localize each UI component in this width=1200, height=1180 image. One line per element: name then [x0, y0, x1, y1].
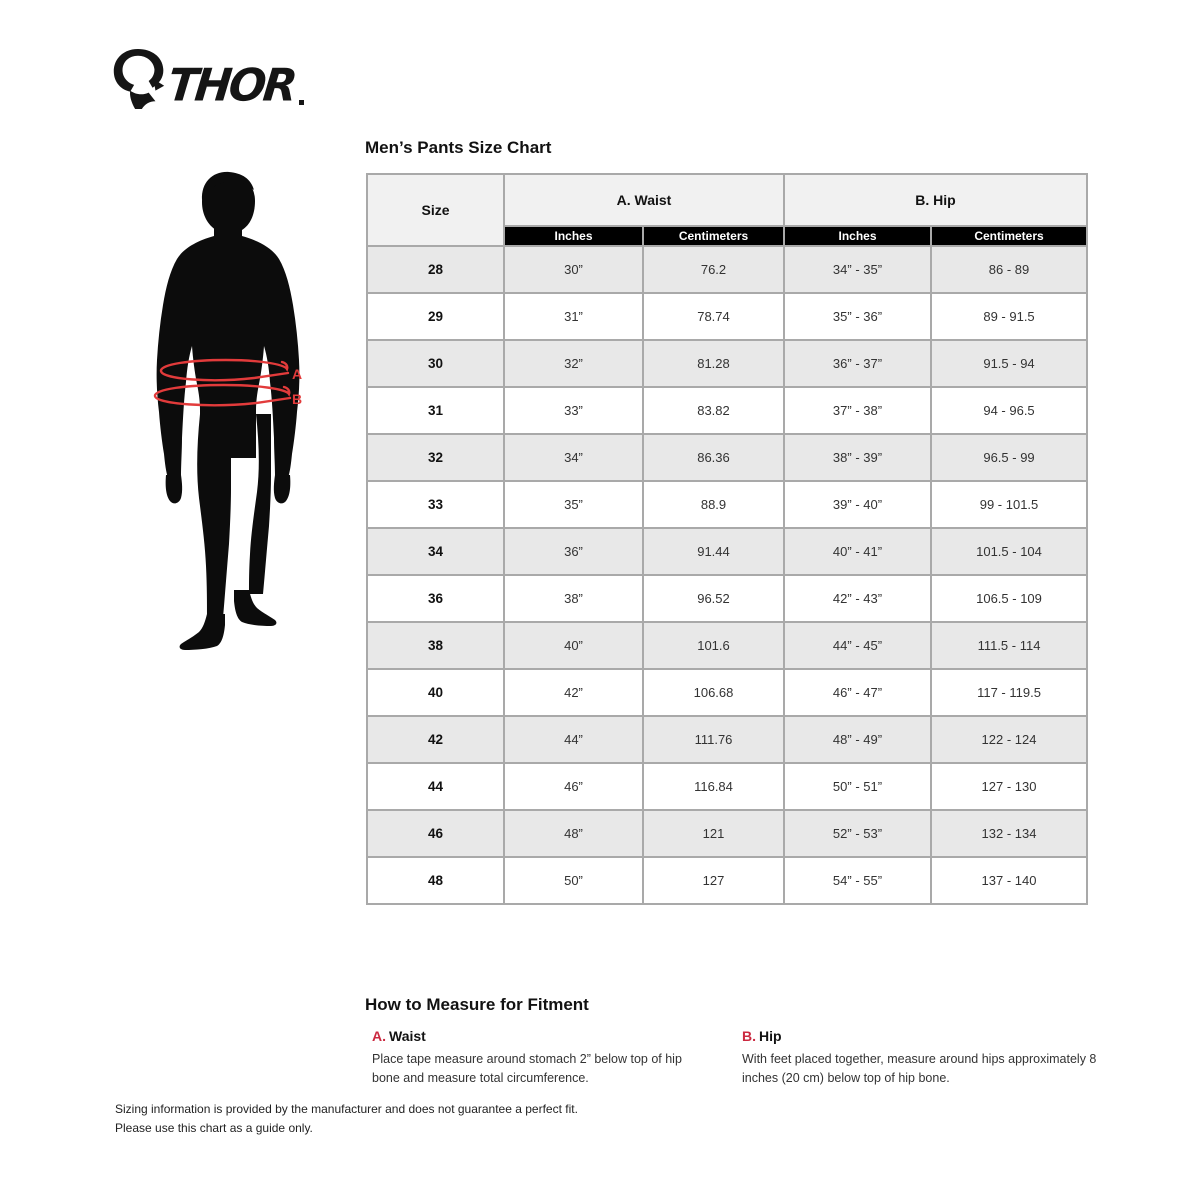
- cell-size: 28: [367, 246, 504, 293]
- table-row: [367, 716, 1087, 763]
- cell-size: 40: [367, 669, 504, 716]
- cell-hip_cm: 127 - 130: [931, 763, 1087, 810]
- cell-hip_in: 52” - 53”: [784, 810, 931, 857]
- cell-hip_in: 54” - 55”: [784, 857, 931, 904]
- cell-waist_in: 34”: [504, 434, 643, 481]
- howto-hip-name: Hip: [759, 1028, 782, 1044]
- cell-waist_in: 33”: [504, 387, 643, 434]
- cell-waist_cm: 121: [643, 810, 784, 857]
- footer-line2: Please use this chart as a guide only.: [115, 1120, 313, 1135]
- cell-waist_in: 32”: [504, 340, 643, 387]
- cell-size: 30: [367, 340, 504, 387]
- table-row: [367, 669, 1087, 716]
- cell-waist_in: 40”: [504, 622, 643, 669]
- page-title: Men’s Pants Size Chart: [365, 138, 552, 157]
- cell-size: 33: [367, 481, 504, 528]
- table-row: [367, 857, 1087, 904]
- subheader-waist-centimeters: Centimeters: [643, 226, 784, 246]
- cell-waist_in: 42”: [504, 669, 643, 716]
- cell-waist_cm: 76.2: [643, 246, 784, 293]
- logo-wordmark: [165, 59, 304, 112]
- cell-size: 44: [367, 763, 504, 810]
- cell-hip_cm: 137 - 140: [931, 857, 1087, 904]
- cell-hip_cm: 94 - 96.5: [931, 387, 1087, 434]
- cell-hip_in: 35” - 36”: [784, 293, 931, 340]
- table-row: [367, 528, 1087, 575]
- table-row: [367, 763, 1087, 810]
- howto-waist-prefix: A.: [372, 1028, 386, 1044]
- subheader-hip-inches: Inches: [784, 226, 931, 246]
- cell-waist_cm: 88.9: [643, 481, 784, 528]
- cell-waist_in: 38”: [504, 575, 643, 622]
- cell-hip_in: 48” - 49”: [784, 716, 931, 763]
- column-header-size: Size: [367, 174, 504, 246]
- cell-size: 48: [367, 857, 504, 904]
- howto-hip-text: With feet placed together, measure around hips approximately 8 inches (20 cm) below top of hip bone.: [742, 1052, 1097, 1085]
- cell-hip_cm: 106.5 - 109: [931, 575, 1087, 622]
- subheader-hip-centimeters: Centimeters: [931, 226, 1087, 246]
- cell-hip_cm: 99 - 101.5: [931, 481, 1087, 528]
- table-row: [367, 246, 1087, 293]
- footer-disclaimer: [115, 1100, 578, 1137]
- cell-waist_in: 50”: [504, 857, 643, 904]
- thor-logo: [110, 48, 304, 110]
- howto-heading: How to Measure for Fitment: [365, 995, 589, 1014]
- howto-waist-label: [372, 1028, 712, 1044]
- table-row: [367, 293, 1087, 340]
- cell-waist_cm: 111.76: [643, 716, 784, 763]
- howto-waist-text: Place tape measure around stomach 2” below top of hip bone and measure total circumference.: [372, 1052, 682, 1085]
- cell-hip_in: 38” - 39”: [784, 434, 931, 481]
- cell-waist_cm: 96.52: [643, 575, 784, 622]
- brand-name: THOR: [165, 59, 297, 112]
- male-silhouette: [157, 172, 303, 650]
- size-table: [366, 173, 1088, 905]
- cell-size: 46: [367, 810, 504, 857]
- table-row: [367, 434, 1087, 481]
- cell-waist_in: 35”: [504, 481, 643, 528]
- cell-hip_cm: 132 - 134: [931, 810, 1087, 857]
- table-row: [367, 481, 1087, 528]
- table-row: [367, 810, 1087, 857]
- body-measurement-figure: [150, 170, 315, 652]
- cell-waist_in: 30”: [504, 246, 643, 293]
- cell-hip_cm: 101.5 - 104: [931, 528, 1087, 575]
- cell-hip_in: 42” - 43”: [784, 575, 931, 622]
- howto-hip-prefix: B.: [742, 1028, 756, 1044]
- cell-hip_in: 34” - 35”: [784, 246, 931, 293]
- cell-size: 42: [367, 716, 504, 763]
- waist-marker-label: A: [292, 366, 303, 382]
- cell-waist_in: 46”: [504, 763, 643, 810]
- cell-hip_in: 50” - 51”: [784, 763, 931, 810]
- footer-line1: Sizing information is provided by the manufacturer and does not guarantee a perfect fit.: [115, 1102, 578, 1116]
- cell-hip_cm: 122 - 124: [931, 716, 1087, 763]
- cell-hip_cm: 96.5 - 99: [931, 434, 1087, 481]
- cell-hip_in: 39” - 40”: [784, 481, 931, 528]
- howto-waist: [372, 1028, 712, 1088]
- cell-waist_cm: 83.82: [643, 387, 784, 434]
- cell-hip_in: 37” - 38”: [784, 387, 931, 434]
- cell-size: 31: [367, 387, 504, 434]
- cell-hip_in: 40” - 41”: [784, 528, 931, 575]
- cell-size: 29: [367, 293, 504, 340]
- cell-waist_cm: 101.6: [643, 622, 784, 669]
- cell-hip_cm: 86 - 89: [931, 246, 1087, 293]
- thor-ram-icon: [110, 48, 166, 110]
- cell-waist_in: 44”: [504, 716, 643, 763]
- cell-size: 36: [367, 575, 504, 622]
- cell-waist_cm: 127: [643, 857, 784, 904]
- cell-hip_cm: 91.5 - 94: [931, 340, 1087, 387]
- column-group-waist: A. Waist: [504, 174, 784, 226]
- cell-hip_in: 46” - 47”: [784, 669, 931, 716]
- cell-waist_cm: 106.68: [643, 669, 784, 716]
- cell-hip_in: 36” - 37”: [784, 340, 931, 387]
- cell-size: 38: [367, 622, 504, 669]
- cell-size: 32: [367, 434, 504, 481]
- table-row: [367, 575, 1087, 622]
- cell-hip_cm: 111.5 - 114: [931, 622, 1087, 669]
- cell-waist_cm: 78.74: [643, 293, 784, 340]
- cell-hip_cm: 89 - 91.5: [931, 293, 1087, 340]
- cell-waist_in: 31”: [504, 293, 643, 340]
- table-row: [367, 387, 1087, 434]
- column-group-hip: B. Hip: [784, 174, 1087, 226]
- cell-waist_cm: 116.84: [643, 763, 784, 810]
- cell-hip_in: 44” - 45”: [784, 622, 931, 669]
- cell-hip_cm: 117 - 119.5: [931, 669, 1087, 716]
- size-table-body: [367, 246, 1087, 904]
- howto-waist-name: Waist: [389, 1028, 426, 1044]
- cell-waist_cm: 81.28: [643, 340, 784, 387]
- subheader-waist-inches: Inches: [504, 226, 643, 246]
- trademark-dot: [299, 100, 304, 105]
- cell-size: 34: [367, 528, 504, 575]
- hip-marker-label: B: [292, 391, 303, 407]
- howto-hip-label: [742, 1028, 1102, 1044]
- howto-hip: [742, 1028, 1102, 1088]
- cell-waist_in: 48”: [504, 810, 643, 857]
- table-row: [367, 340, 1087, 387]
- table-row: [367, 622, 1087, 669]
- cell-waist_cm: 91.44: [643, 528, 784, 575]
- cell-waist_cm: 86.36: [643, 434, 784, 481]
- cell-waist_in: 36”: [504, 528, 643, 575]
